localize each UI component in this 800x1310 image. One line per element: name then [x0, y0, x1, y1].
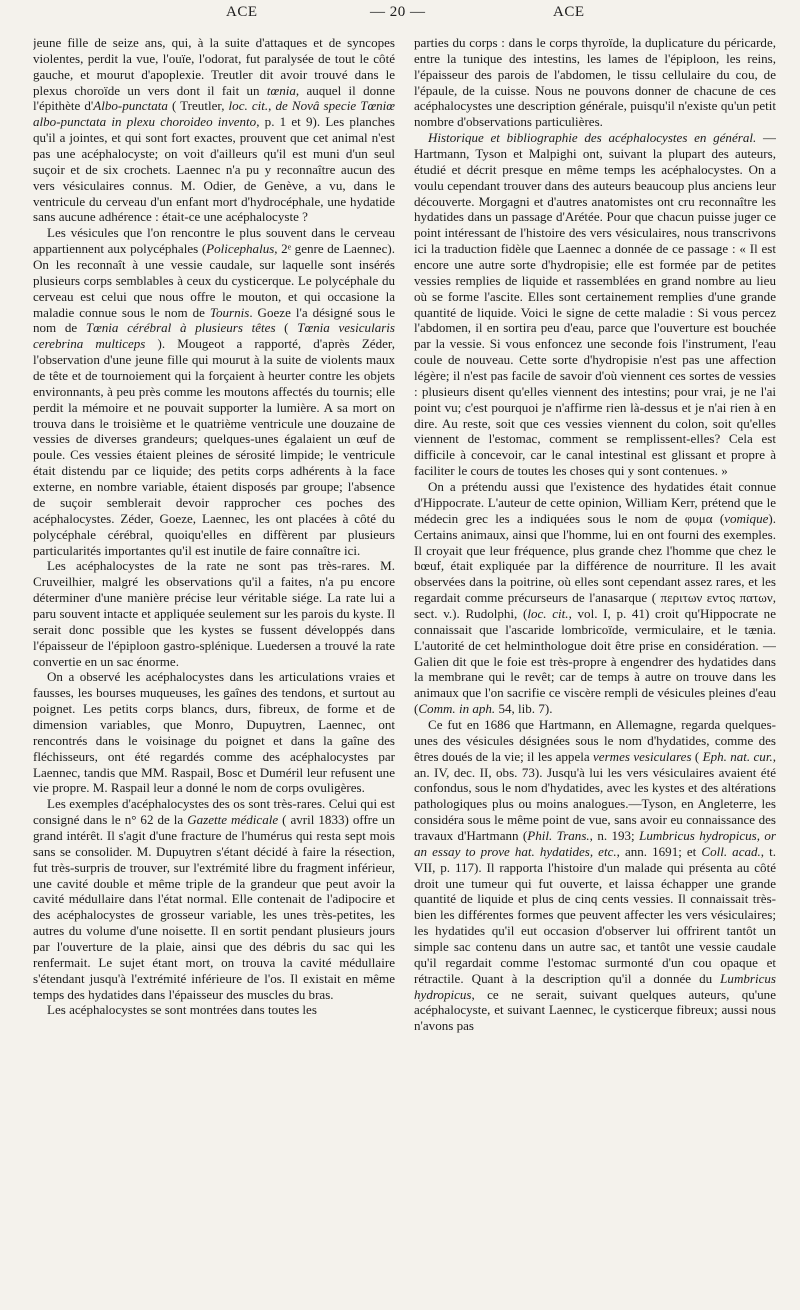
paragraph: Les acéphalocystes de la rate ne sont pas très-rares. M. Cruveilhier, malgré les observations qu'il a faites, n'a pu encore déterminer d'une manière précise leur véritable siége. La rate lui a paru souvent intacte et appliquée seulement sur les parois du kyste. Il serait donc possible que les kystes se fussent développés dans l'épaisseur de l'épiploon gastro-splénique. Luedersen a trouvé la rate convertie en un sac énorme. — [33, 558, 395, 669]
paragraph: Historique et bibliographie des acéphalocystes en général. — Hartmann, Tyson et Malpighi ont, suivant la plupart des auteurs, étudié et décrit presque en même temps les acéphalocystes. On a voulu cependant trouver dans des auteurs beaucoup plus anciens leur découverte. Morgagni et d'autres anatomistes ont cru reconnaître les hydatides dans un passage d'Arétée. Pour que chacun puisse juger ce point intéressant de l'histoire des vers vésiculaires, nous transcrivons ici la traduction fidèle que Laennec a donnée de ce passage : « Il est encore une autre sorte d'hydropisie; elle est formée par de petites vessies remplies de liquide et rassemblées en grand nombre au lieu où se forme l'ascite. Elles sont certainement remplies d'une grande quantité de liquide. Voici le signe de cette maladie : Si vous percez l'abdomen, il en sortira peu d'eau, parce que l'ouverture est bouchée par la vessie. Si vous enfoncez une seconde fois l'instrument, l'eau coule de nouveau. Cette sorte d'hydropisie n'est pas une affection légère; il n'est pas facile de savoir d'où viennent ces sortes de vessies : plusieurs disent qu'elles viennent des intestins; pour vrai, je ne l'ai point vu; c'est pourquoi je n'affirme rien là-dessus et je n'ai rien à en dire. Au reste, soit que ces vessies viennent du colon, soit qu'elles viennent de l'estomac, comment se remplissent-elles? Cela est difficile à concevoir, car le canal intestinal est glissant et propre à faciliter le cours de toutes les choses qui y sont contenues. » — [414, 130, 776, 479]
paragraph: parties du corps : dans le corps thyroïde, la duplicature du péricarde, entre la tunique des intestins, les lames de l'épiploon, les reins, l'épaisseur des parois de l'abdomen, le tissu cellulaire du cou, de l'épaule, de la cuisse. Nous ne pouvons donner de chacune de ces acéphalocystes une description générale, puisqu'il n'existe qu'un petit nombre d'observations particulières. — [414, 35, 776, 130]
paragraph: On a prétendu aussi que l'existence des hydatides était connue d'Hippocrate. L'auteur de cette opinion, William Kerr, prétend que le médecin grec les a indiquées sous le nom de φυμα (vomique). Certains animaux, ainsi que l'homme, lui en ont fourni des exemples. Il croyait que leur fréquence, plus grande chez l'homme que chez le bœuf, était expliquée par la différence de nourriture. Il les avait observées dans la poitrine, où elles sont cependant assez rares, et les regardait comme précurseurs de l'anasarque ( περιτων εντος πατων, sect. v.). Rudolphi, (loc. cit., vol. I, p. 41) croit qu'Hippocrate ne connaissait que l'ascaride lombricoïde, vermiculaire, et le tænia. L'autorité de cet helminthologue doit être prise en considération. — Galien dit que le foie est très-propre à engendrer des hydatides dans la membrane qui le revêt; car de temps à autre on trouve dans les animaux que l'on sacrifie ce viscère rempli de vésicules pleines d'eau (Comm. in aph. 54, lib. 7). — [414, 479, 776, 717]
page-number: — 20 — — [370, 4, 426, 20]
left-column — [33, 35, 395, 1305]
right-column — [414, 35, 776, 1305]
paragraph: On a observé les acéphalocystes dans les articulations vraies et fausses, les bourses muqueuses, les gaînes des tendons, et surtout au poignet. Les petits corps blancs, durs, fibreux, de forme et de dimension variables, que Monro, Dupuytren, Laennec, ont rencontrés dans le voisinage du poignet et dans la gaîne des fléchisseurs, ont été regardés comme des acéphalocystes par Laennec, tandis que MM. Raspail, Bosc et Duméril leur refusent une vie propre. M. Raspail leur a donné le nom de corps ovuligères. — [33, 669, 395, 796]
section-heading: Historique et bibliographie des acéphalocystes en général. — [428, 130, 757, 146]
paragraph: jeune fille de seize ans, qui, à la suite d'attaques et de syncopes violentes, perdit la vue, l'ouïe, l'odorat, fut paralysée de tout le côté gauche, et mourut d'apoplexie. Treutler dit avoir trouvé dans le plexus choroïde un vers dont il fait un tœnia, auquel il donne l'épithète d'Albo-punctata ( Treutler, loc. cit., de Novâ specie Tœniœ albo-punctata in plexu choroideo invento, p. 1 et 9). Les planches qu'il a jointes, et qui sont fort exactes, prouvent que cet animal n'est pas une acéphalocyste; on voit d'ailleurs qu'il est muni d'un seul suçoir et de six crochets. Laennec n'a pu y reconnaître aucun des vers vésiculaires connus. M. Odier, de Genève, a vu, dans le ventricule du cerveau d'un enfant mort d'hydrocéphale, une hydatide sans aucune adhérence : était-ce une acéphalocyste ? — [33, 35, 395, 225]
paragraph: Les vésicules que l'on rencontre le plus souvent dans le cerveau appartiennent aux polycéphales (Policephalus, 2ᵉ genre de Laennec). On les reconnaît à une vessie caudale, sur laquelle sont insérés plusieurs corps semblables à ceux du cysticerque. Le polycéphale du cerveau est celui que nous offre le mouton, et qui occasione la maladie connue sous le nom de Tournis. Goeze l'a désigné sous le nom de Tœnia cérébral à plusieurs têtes ( Tœnia vesicularis cerebrina multiceps ). Mougeot a rapporté, d'après Zéder, l'observation d'une jeune fille qui mourut à la suite de violents maux de tête et de tournoiement qui la forçaient à heurter contre les objets environnants, à peu près comme les moutons affectés du tournis; elle perdit la mémoire et ne pouvait supporter la lumière. A sa mort on trouva dans le troisième et le quatrième ventricule une douzaine de vessies de diverses grandeurs; quelques-unes égalaient un œuf de poule. Ces vessies étaient pleines de sérosité limpide; le ventricule était distendu par ce liquide; des petits corps adhérents à la face externe, en nombre variable, étaient disposés par groupe; l'absence de suçoir semblerait devoir rapprocher ces poches des acéphalocystes. Zéder, Goeze, Laennec, les ont placées à côté du polycéphale cérébral, quoiqu'elles en diffèrent par plusieurs particularités importantes qu'il est inutile de faire connaître ici. — [33, 225, 395, 558]
paragraph: Ce fut en 1686 que Hartmann, en Allemagne, regarda quelques-unes des vésicules désignées sous le nom d'hydatides, comme des êtres doués de la vie; il les appela vermes vesiculares ( Eph. nat. cur., an. IV, dec. II, obs. 73). Jusqu'à lui les vers vésiculaires avaient été confondus, sous le nom d'hydatides, avec les kystes et des altérations pathologiques plus ou moins analogues.—Tyson, en Angleterre, les considéra sous le même point de vue, sans avoir eu connaissance des travaux d'Hartmann (Phil. Trans., n. 193; Lumbricus hydropicus, or an essay to prove hat. hydatides, etc., ann. 1691; et Coll. acad., t. VII, p. 117). Il rapporta l'histoire d'un malade qui présenta au côté droit une tumeur qui fut ouverte, et laissa échapper une grande quantité de liquide et plus de cinq cents vessies. Il connaissait très-bien les différentes formes que peuvent affecter les vers vésiculaires; les hydatides qu'il eut occasion d'observer lui offrirent tantôt un simple sac contenu dans un autre sac, et tantôt une vessie caudale qu'il regardait comme l'estomac surmonté d'un cou opaque et rétractile. Quant à la description qu'il a donnée du Lumbricus hydropicus, ce ne serait, suivant quelques auteurs, qu'une acéphalocyste, et suivant Laennec, le cysticerque fibreux; aussi nous n'avons pas — [414, 716, 776, 1034]
running-header — [0, 4, 800, 26]
header-left-word: ACE — [226, 4, 258, 20]
header-right-word: ACE — [553, 4, 585, 20]
paragraph: Les exemples d'acéphalocystes des os sont très-rares. Celui qui est consigné dans le n° 62 de la Gazette médicale ( avril 1833) offre un grand intérêt. Il s'agit d'une fracture de l'humérus qui resta sept mois sans se consolider. M. Dupuytren s'étant décidé à faire la résection, fut très-surpris de trouver, sur l'extrémité libre du fragment inférieur, une cavité double et même triple de la grandeur que peut avoir la cavité médullaire dans l'état normal. Elle contenait de l'adipocire et des acéphalocystes de grosseur variable, les unes très-petites, les autres du volume d'une noisette. Il en sortit pendant plusieurs jours par l'ouverture de la plaie, ainsi que des débris du sac qui les renfermait. Le sujet étant mort, on trouva la cavité médullaire s'étendant jusqu'à l'extrémité inférieure de l'os. Il existait en même temps des hydatides dans l'épaisseur des muscles du bras. — [33, 796, 395, 1002]
paragraph: Les acéphalocystes se sont montrées dans toutes les — [47, 1002, 317, 1018]
